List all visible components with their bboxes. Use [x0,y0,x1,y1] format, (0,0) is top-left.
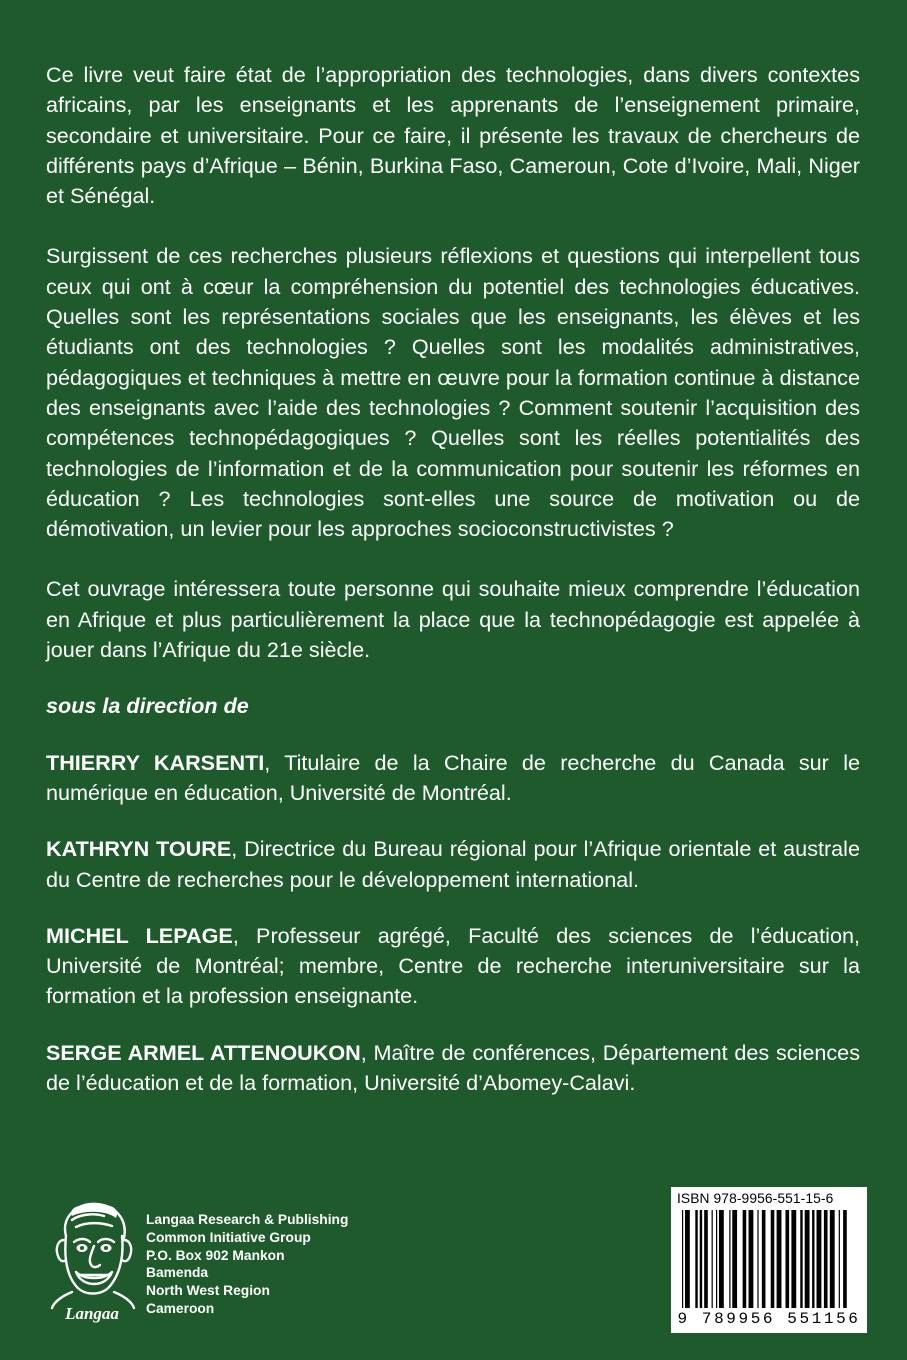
barcode-bar [729,1210,730,1308]
barcode-bar [719,1210,724,1308]
barcode-bar [843,1210,847,1308]
barcode-bar [777,1210,782,1308]
publisher-address [146,1211,348,1318]
barcode-bar [791,1210,796,1308]
editor-name: KATHRYN TOURE [46,836,232,862]
barcode-bar [749,1210,754,1308]
langaa-mask-logo-icon [42,1196,142,1324]
audience-paragraph: Cet ouvrage intéressera toute personne qui souhaite mieux comprendre l’éducation en Afrique et plus particulièrement la place que la technopédagogie est appelée à jouer dans l’Afrique du 21e siècle. [46,576,860,663]
editor-name: MICHEL LEPAGE [46,922,233,948]
intro-paragraph: Ce livre veut faire état de l’appropriation des technologies, dans divers contextes africains, par les enseignants et les apprenants de l’enseignement primaire, secondaire et universitaire. Pour ce faire, il présente les travaux de chercheurs de différents pays d’Afrique – Bénin, Burkina Faso, Cameroun, Cote d’Ivoire, Mali, Niger et Sénégal. [46,62,860,209]
isbn-digits: 9 789956 551156 [677,1310,861,1328]
editor-entry [46,748,860,809]
barcode-bar [812,1210,814,1308]
publisher-line: P.O. Box 902 Mankon [146,1247,285,1263]
barcode-bar [695,1210,697,1308]
barcode-bar [771,1210,775,1308]
barcode-bar [785,1210,789,1308]
back-cover-text [46,60,860,1098]
publisher-line: Common Initiative Group [146,1229,311,1245]
barcode-bar [800,1210,802,1308]
barcode-bar [716,1210,717,1308]
editor-name: SERGE ARMEL ATTENOUKON [46,1039,361,1065]
logo-wordmark: Langaa [65,1304,119,1323]
isbn-label: ISBN 978-9956-551-15-6 [677,1191,834,1206]
barcode-bar [824,1210,828,1308]
editor-entry [46,1038,860,1099]
editor-entry [46,921,860,1012]
barcode-bar [839,1210,840,1308]
barcode-bar [743,1210,747,1308]
publisher-line: Langaa Research & Publishing [146,1212,349,1227]
publisher-block [42,1196,402,1326]
editor-entry [46,834,860,895]
publisher-line: North West Region [146,1283,270,1299]
questions-paragraph: Surgissent de ces recherches plusieurs réflexions et questions qui interpellent tous ceux qui ont à cœur la compréhension du potentiel des technologies éducatives. Quelles sont les représentations sociales que les enseignants, les élèves et les étudiants ont des technologies ? Quelles sont les modalités administratives, pédagogiques et techniques à mettre en œuvre pour la formation continue à distance des enseignants avec l’aide des technologies ? Comment soutenir l’acquisition des compétences technopédagogiques ? Quelles sont les réelles potentialités des technologies de l’information et de la communication pour soutenir les réformes en éducation ? Les technologies sont-elles une source de motivation ou de démotivation, un levier pour les approches socioconstructivistes ? [46,243,860,542]
isbn-barcode-box [671,1187,867,1333]
barcode-bar [712,1210,713,1308]
barcode-bar [817,1210,822,1308]
barcode-bar [762,1210,766,1308]
barcode-icon [678,1210,860,1310]
barcode-bar [700,1210,702,1308]
editor-role: , Titulaire de la Chaire de recherche du Canada sur le numérique en éducation, Université de Montréal. [46,749,860,805]
editor-role: , Professeur agrégé, Faculté des sciences de l’éducation, Université de Montréal; membre, Centre de recherche interuniversitaire sur la formation et la profession enseignante. [46,922,860,1009]
barcode-bar [682,1210,683,1308]
barcode-bar [704,1210,708,1308]
barcode-bar [805,1210,810,1308]
publisher-line: Bamenda [146,1265,209,1281]
barcode-bar [685,1210,690,1308]
barcode-bar [830,1210,835,1308]
editor-role: , Maître de conférences, Département des sciences de l’éducation et de la formation, Université d’Abomey-Calavi. [46,1039,860,1096]
barcode-bar [732,1210,737,1308]
publisher-line: Cameroon [146,1300,215,1316]
editor-name: THIERRY KARSENTI [46,749,265,775]
editor-role: , Directrice du Bureau régional pour l’Afrique orientale et australe du Centre de recherches pour le développement international. [46,836,860,892]
direction-label: sous la direction de [46,693,249,719]
barcode-bar [757,1210,758,1308]
